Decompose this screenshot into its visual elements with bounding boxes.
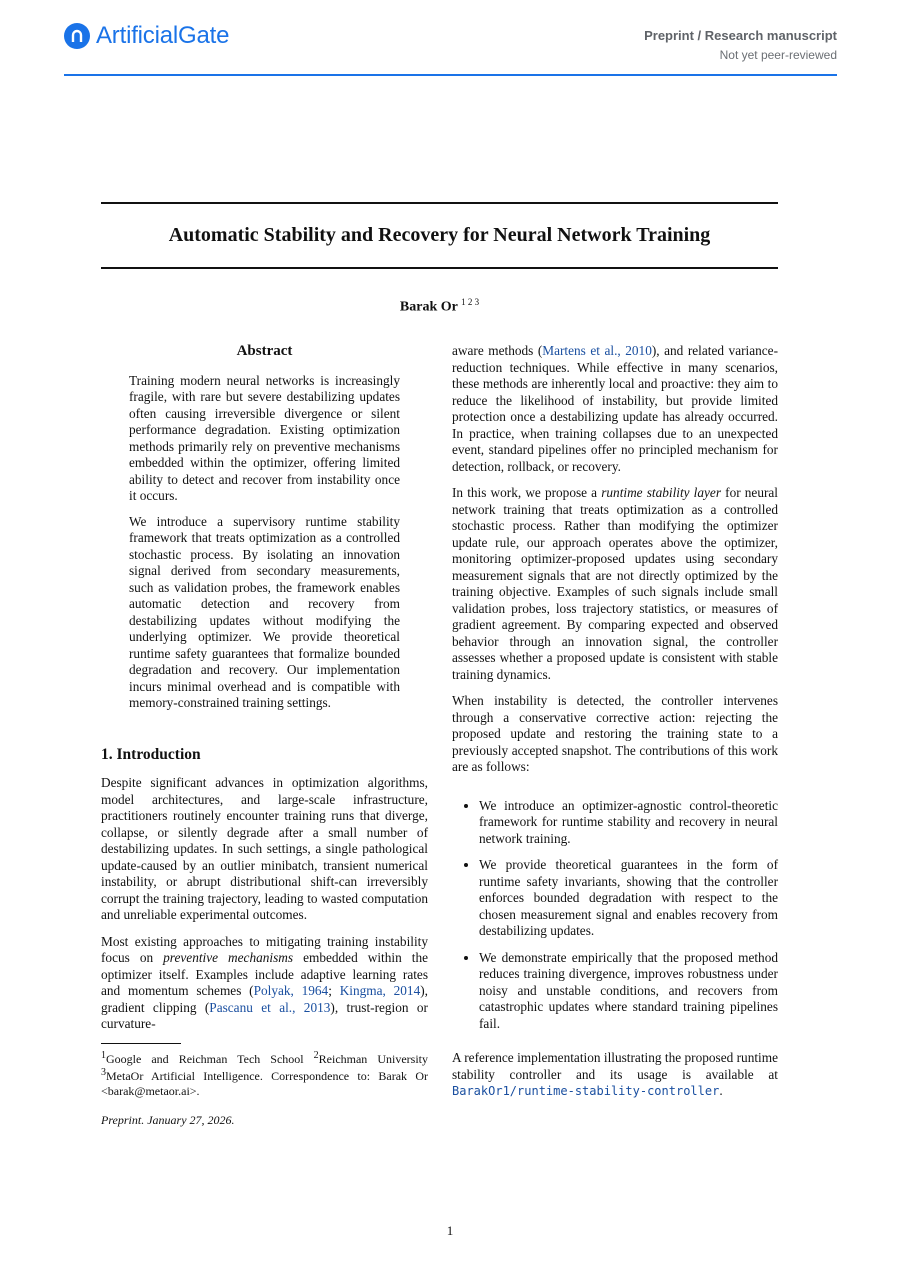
right-paragraph-1 bbox=[452, 343, 778, 475]
logo bbox=[64, 22, 229, 50]
citation-pascanu[interactable]: Pascanu et al., 2013 bbox=[209, 999, 331, 1015]
text-span: aware methods ( bbox=[452, 343, 543, 358]
right-paragraph-2 bbox=[452, 485, 778, 683]
footnote-rule bbox=[101, 1043, 181, 1044]
header-rule bbox=[64, 74, 837, 76]
citation-kingma[interactable]: Kingma, 2014 bbox=[339, 983, 421, 998]
header-meta bbox=[644, 28, 837, 62]
page-header bbox=[64, 20, 837, 78]
text-span: ), gradient clipping ( bbox=[101, 983, 428, 1015]
contributions-list bbox=[452, 798, 778, 1033]
page-number: 1 bbox=[446, 1223, 454, 1238]
left-column bbox=[101, 343, 428, 1129]
preprint-date: Preprint. January 27, 2026. bbox=[101, 1113, 235, 1127]
code-repository-link[interactable]: BarakOr1/runtime-stability-controller bbox=[452, 1084, 720, 1098]
footnote-text: Google and Reichman Tech School bbox=[106, 1051, 314, 1066]
text-span: Most existing approaches to mitigating training instability focus on bbox=[101, 933, 428, 965]
intro-paragraph-2 bbox=[101, 934, 428, 1033]
text-span: ), and related variance-reduction techniques. While effective in many scenarios, these methods are inherently local and proactive: they aim to reduce the likelihood of instability, but provide limited protection once a destabilizing update has already occurred. In practice, when training collapses due to an unexpected event, standard pipelines offer no principled mechanism for detection, rollback, or recovery. bbox=[452, 343, 778, 474]
footnote-mark: 3 bbox=[101, 1067, 106, 1078]
footnote-text: Reichman University bbox=[318, 1051, 428, 1066]
title-rule-top bbox=[101, 202, 778, 204]
text-span: embedded within the optimizer itself. Examples include adaptive learning rates and momentum schemes ( bbox=[101, 950, 429, 998]
citation-polyak[interactable]: Polyak, 1964 bbox=[253, 983, 329, 998]
text-span: A reference implementation illustrating the proposed runtime stability controller and its usage is available at bbox=[452, 1050, 778, 1082]
footnote-text: MetaOr Artificial Intelligence. Correspondence to: Barak Or <barak@metaor.ai>. bbox=[101, 1069, 428, 1098]
contribution-item: • We provide theoretical guarantees in the form of runtime safety invariants, showing that the controller enforces bounded degradation with respect to the chosen measurement signal and enables recovery from destabilizing updates. bbox=[479, 857, 778, 940]
title-rule-bottom bbox=[101, 267, 778, 269]
abstract-paragraph-2: We introduce a supervisory runtime stability framework that treats optimization as a controlled stochastic process. By isolating an innovation signal derived from secondary measurements, such as validation probes, the framework enables automatic detection and recovery from destabilizing updates without modifying the underlying optimizer. We provide theoretical runtime safety guarantees that formalize bounded degradation and recovery. Our implementation incurs minimal overhead and is compatible with memory-constrained training settings. bbox=[129, 513, 400, 710]
abstract-heading: Abstract bbox=[236, 343, 293, 359]
abstract-paragraph-1: Training modern neural networks is increasingly fragile, with rare but severe destabilizing updates often causing irreversible divergence or silent performance degradation. Existing optimization methods primarily rely on preventive mechanisms embedded within the optimizer, offering limited ability to detect and recover from instability once it occurs. bbox=[129, 372, 400, 503]
author-name: Barak Or bbox=[399, 299, 458, 315]
paper-title: Automatic Stability and Recovery for Neural Network Training bbox=[168, 224, 711, 246]
text-span: for neural network training that treats optimization as a controlled stochastic process. Rather than modifying the optimizer update rule, our approach operates above the optimizer, monitoring optimizer-proposed updates using secondary measurement signals that are not directly optimized by the training objective. Examples of such signals include small validation probes, loss trajectory statistics, or measures of gradient agreement. By comparing expected and observed behavior through an innovation signal, the controller assesses whether a proposed update is consistent with stable training dynamics. bbox=[452, 485, 778, 682]
review-status: Not yet peer-reviewed bbox=[719, 48, 837, 62]
right-paragraph-4 bbox=[452, 1050, 778, 1100]
footnote-mark: 2 bbox=[313, 1049, 319, 1061]
text-span: ), trust-region or curvature- bbox=[101, 999, 428, 1031]
contribution-item: • We demonstrate empirically that the proposed method reduces training divergence, improves robustness under noisy and unstable conditions, and recovers from catastrophic updates where standard training pipelines fail. bbox=[479, 950, 778, 1033]
footnote bbox=[101, 1049, 428, 1099]
text-span: In this work, we propose a bbox=[452, 485, 602, 500]
right-column bbox=[452, 343, 778, 1110]
right-paragraph-3: When instability is detected, the controller intervenes through a conservative corrective action: rejecting the proposed update and restoring the training state to a previously accepted snapshot. The contributions of this work are as follows: bbox=[452, 693, 778, 774]
preprint-label: Preprint / Research manuscript bbox=[644, 28, 837, 43]
logo-text: ArtificialGate bbox=[96, 22, 230, 49]
citation-martens[interactable]: Martens et al., 2010 bbox=[542, 343, 652, 358]
text-span: ; bbox=[328, 983, 340, 998]
author bbox=[101, 297, 778, 316]
logo-icon bbox=[64, 23, 90, 49]
footnote-mark: 1 bbox=[101, 1049, 106, 1061]
emphasis: preventive mechanisms bbox=[163, 950, 294, 965]
abstract-body bbox=[129, 373, 400, 712]
author-affiliations: 1 2 3 bbox=[461, 297, 480, 307]
contribution-item: • We introduce an optimizer-agnostic control-theoretic framework for runtime stability and recovery in neural network training. bbox=[479, 798, 778, 848]
intro-paragraph-1: Despite significant advances in optimization algorithms, model architectures, and large-scale infrastructure, practitioners routinely encounter training runs that diverge, collapse, or silently degrade after a small number of destabilizing updates. In such settings, a single pathological update-caused by an outlier minibatch, transient numerical instability, or abrupt distributional shift-can irreversibly corrupt the training trajectory, leading to wasted computation and unreliable experimental outcomes. bbox=[101, 775, 428, 922]
intro-heading: 1. Introduction bbox=[101, 745, 201, 763]
emphasis: runtime stability layer bbox=[601, 485, 722, 500]
text-span: . bbox=[719, 1083, 723, 1098]
